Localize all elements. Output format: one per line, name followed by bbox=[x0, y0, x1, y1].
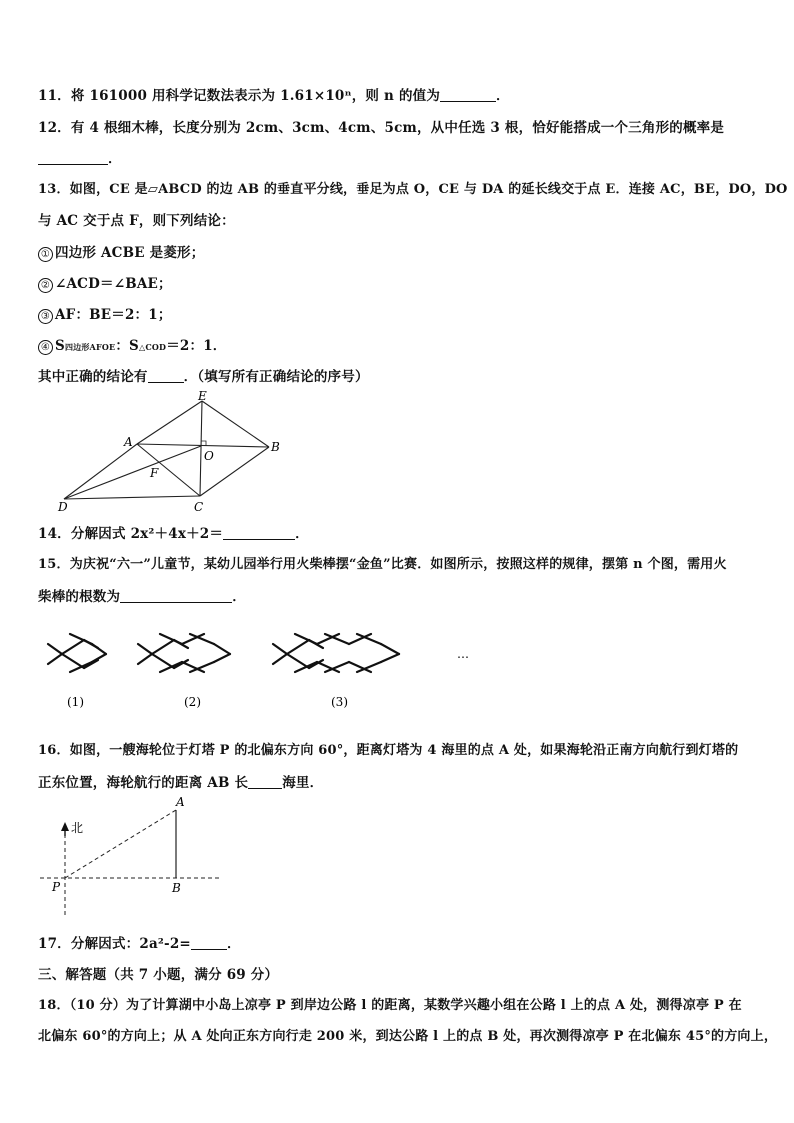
q15-line1: 15．为庆祝“六一”儿童节，某幼儿园举行用火柴棒摆“金鱼”比赛．如图所示，按照这样的规律，摆第 n 个图，需用火 bbox=[38, 557, 727, 572]
option-number-1: ① bbox=[38, 247, 53, 262]
label-C: C bbox=[194, 500, 204, 514]
q12-line2: ． bbox=[38, 147, 122, 167]
q16-lighthouse-figure bbox=[40, 794, 230, 919]
q16-answer-blank[interactable] bbox=[248, 787, 282, 789]
label-A: A bbox=[176, 795, 185, 809]
fish-figure-3 bbox=[273, 634, 399, 672]
q15-label-2: (2) bbox=[184, 695, 201, 709]
label-D: D bbox=[58, 500, 68, 514]
label-F: F bbox=[150, 466, 159, 480]
q17-line: 17．分解因式：2a²-2= ． bbox=[38, 936, 241, 952]
edge-DA bbox=[64, 444, 137, 499]
q13-ask: 其中正确的结论有 ．（填写所有正确结论的序号） bbox=[38, 369, 369, 385]
q17-answer-blank[interactable] bbox=[191, 948, 227, 950]
edge-DC bbox=[64, 496, 200, 499]
segment-DO bbox=[64, 446, 201, 499]
segment-AC bbox=[137, 444, 200, 496]
q13-option-3: ③ AF：BE＝2：1； bbox=[38, 303, 172, 324]
q11-line: 11．将 161000 用科学记数法表示为 1.61×10ⁿ，则 n 的值为 ． bbox=[38, 88, 510, 104]
section-title: 三、解答题（共 7 小题，满分 69 分） bbox=[38, 967, 279, 983]
q13-answer-blank[interactable] bbox=[148, 381, 184, 383]
q11-text: 11．将 161000 用科学记数法表示为 1.61×10ⁿ，则 n 的值为 bbox=[38, 88, 441, 104]
q15-answer-blank[interactable] bbox=[120, 601, 232, 603]
q15-label-1: (1) bbox=[67, 695, 84, 709]
q18-line2: 北偏东 60°的方向上；从 A 处向正东方向行走 200 米，到达公路 l 上的点 B 处，再次测得凉亭 P 在北偏东 45°的方向上， bbox=[38, 1029, 778, 1044]
q13-line1 bbox=[38, 178, 788, 197]
edge-AB bbox=[137, 444, 269, 447]
q13-line2: 与 AC 交于点 F，则下列结论： bbox=[38, 213, 235, 229]
q16-line1: 16．如图，一艘海轮位于灯塔 P 的北偏东方向 60°，距离灯塔为 4 海里的点 A 处，如果海轮沿正南方向航行到灯塔的 bbox=[38, 743, 739, 758]
q15-line2: 柴棒的根数为 ． bbox=[38, 589, 246, 605]
q14-answer-blank[interactable] bbox=[223, 538, 295, 540]
label-E: E bbox=[198, 389, 207, 403]
option-number-3: ③ bbox=[38, 309, 53, 324]
option-number-4: ④ bbox=[38, 340, 53, 355]
q12-text: 12．有 4 根细木棒，长度分别为 2cm、3cm、4cm、5cm，从中任选 3 根，恰好能搭成一个三角形的概率是 bbox=[38, 120, 725, 136]
q15-label-3: (3) bbox=[331, 695, 348, 709]
edge-AE bbox=[137, 401, 202, 444]
q14-line: 14．分解因式 2x²＋4x＋2＝ ． bbox=[38, 526, 309, 542]
segment-EC bbox=[200, 401, 202, 496]
q18-line1: 18．（10 分）为了计算湖中小岛上凉亭 P 到岸边公路 l 的距离，某数学兴趣小组在公路 l 上的点 A 处，测得凉亭 P 在 bbox=[38, 998, 742, 1013]
label-O: O bbox=[204, 449, 214, 463]
label-P: P bbox=[52, 880, 61, 894]
q13-parallelogram-figure bbox=[50, 390, 290, 515]
fish-figure-1 bbox=[48, 634, 106, 672]
option-number-2: ② bbox=[38, 278, 53, 293]
q13-option-2: ② ∠ACD＝∠BAE； bbox=[38, 272, 172, 293]
q15-ellipsis: … bbox=[457, 647, 469, 661]
q16-line2: 正东位置，海轮航行的距离 AB 长 海里． bbox=[38, 775, 324, 791]
q13-option-4: ④ S四边形AFOE：S△COD＝2：1． bbox=[38, 334, 227, 355]
north-arrow-icon bbox=[61, 822, 69, 831]
q13-option-1: ① 四边形 ACBE 是菱形； bbox=[38, 241, 204, 262]
label-B: B bbox=[172, 881, 181, 895]
label-A: A bbox=[124, 435, 133, 449]
q12-answer-blank[interactable] bbox=[38, 163, 108, 165]
edge-EB bbox=[202, 401, 269, 447]
north-label: 北 bbox=[71, 821, 84, 835]
label-B: B bbox=[271, 440, 280, 454]
fish-figure-2 bbox=[138, 634, 230, 672]
q13-text: 13．如图，CE 是▱ABCD 的边 AB 的垂直平分线，垂足为点 O，CE 与 DA 的延长线交于点 E．连接 AC，BE，DO，DO bbox=[38, 182, 788, 197]
q15-matchstick-fish-figure bbox=[40, 628, 480, 718]
q12-line1 bbox=[38, 116, 724, 136]
q11-answer-blank[interactable] bbox=[440, 100, 496, 102]
